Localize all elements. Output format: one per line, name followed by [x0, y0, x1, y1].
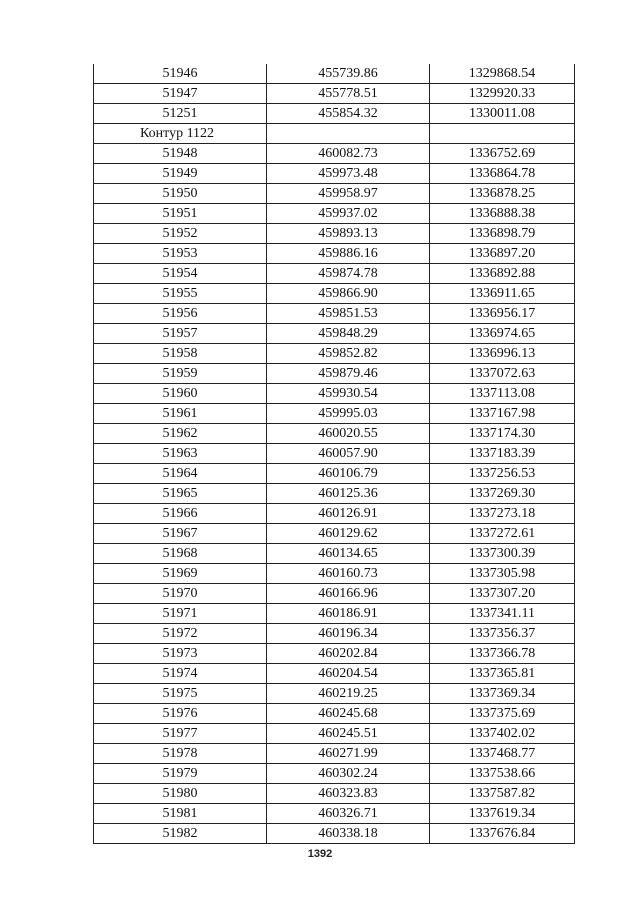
table-row [94, 364, 575, 384]
table-row [94, 744, 575, 764]
y-coordinate-cell: 1337167.98 [430, 404, 575, 424]
point-number-cell: 51980 [94, 784, 267, 804]
table-row [94, 564, 575, 584]
y-coordinate-cell: 1336892.88 [430, 264, 575, 284]
table-row [94, 724, 575, 744]
point-number-cell: 51966 [94, 504, 267, 524]
section-empty-cell [267, 124, 430, 144]
table-row [94, 304, 575, 324]
x-coordinate-cell: 460106.79 [267, 464, 430, 484]
y-coordinate-cell: 1337183.39 [430, 444, 575, 464]
point-number-cell: 51979 [94, 764, 267, 784]
table-row [94, 204, 575, 224]
point-number-cell: 51957 [94, 324, 267, 344]
x-coordinate-cell: 460338.18 [267, 824, 430, 844]
x-coordinate-cell: 460134.65 [267, 544, 430, 564]
x-coordinate-cell: 460186.91 [267, 604, 430, 624]
point-number-cell: 51973 [94, 644, 267, 664]
page-number: 1392 [307, 848, 333, 860]
y-coordinate-cell: 1336898.79 [430, 224, 575, 244]
section-empty-cell [430, 124, 575, 144]
table-row [94, 284, 575, 304]
point-number-cell: 51960 [94, 384, 267, 404]
table-row [94, 524, 575, 544]
point-number-cell: 51955 [94, 284, 267, 304]
section-row [94, 124, 575, 144]
coordinates-table-body [94, 64, 575, 844]
x-coordinate-cell: 459930.54 [267, 384, 430, 404]
point-number-cell: 51949 [94, 164, 267, 184]
table-row [94, 684, 575, 704]
x-coordinate-cell: 460323.83 [267, 784, 430, 804]
x-coordinate-cell: 460204.54 [267, 664, 430, 684]
table-row [94, 224, 575, 244]
point-number-cell: 51981 [94, 804, 267, 824]
x-coordinate-cell: 455739.86 [267, 64, 430, 84]
table-row [94, 84, 575, 104]
y-coordinate-cell: 1337538.66 [430, 764, 575, 784]
x-coordinate-cell: 460245.51 [267, 724, 430, 744]
x-coordinate-cell: 459851.53 [267, 304, 430, 324]
x-coordinate-cell: 460245.68 [267, 704, 430, 724]
table-row [94, 384, 575, 404]
y-coordinate-cell: 1337113.08 [430, 384, 575, 404]
table-row [94, 544, 575, 564]
table-row [94, 444, 575, 464]
table-row [94, 584, 575, 604]
x-coordinate-cell: 460129.62 [267, 524, 430, 544]
point-number-cell: 51959 [94, 364, 267, 384]
section-label: Контур 1122 [94, 124, 267, 144]
y-coordinate-cell: 1337307.20 [430, 584, 575, 604]
y-coordinate-cell: 1337365.81 [430, 664, 575, 684]
table-row [94, 484, 575, 504]
y-coordinate-cell: 1329868.54 [430, 64, 575, 84]
point-number-cell: 51972 [94, 624, 267, 644]
table-row [94, 344, 575, 364]
table-row [94, 764, 575, 784]
point-number-cell: 51970 [94, 584, 267, 604]
point-number-cell: 51964 [94, 464, 267, 484]
y-coordinate-cell: 1336897.20 [430, 244, 575, 264]
table-row [94, 784, 575, 804]
x-coordinate-cell: 459893.13 [267, 224, 430, 244]
point-number-cell: 51953 [94, 244, 267, 264]
x-coordinate-cell: 459879.46 [267, 364, 430, 384]
point-number-cell: 51965 [94, 484, 267, 504]
point-number-cell: 51971 [94, 604, 267, 624]
y-coordinate-cell: 1336888.38 [430, 204, 575, 224]
table-row [94, 164, 575, 184]
table-row [94, 624, 575, 644]
y-coordinate-cell: 1337366.78 [430, 644, 575, 664]
x-coordinate-cell: 459973.48 [267, 164, 430, 184]
y-coordinate-cell: 1329920.33 [430, 84, 575, 104]
point-number-cell: 51976 [94, 704, 267, 724]
x-coordinate-cell: 460166.96 [267, 584, 430, 604]
point-number-cell: 51950 [94, 184, 267, 204]
point-number-cell: 51969 [94, 564, 267, 584]
point-number-cell: 51977 [94, 724, 267, 744]
table-row [94, 804, 575, 824]
point-number-cell: 51951 [94, 204, 267, 224]
table-row [94, 644, 575, 664]
point-number-cell: 51947 [94, 84, 267, 104]
x-coordinate-cell: 459848.29 [267, 324, 430, 344]
table-row [94, 604, 575, 624]
y-coordinate-cell: 1336956.17 [430, 304, 575, 324]
y-coordinate-cell: 1337272.61 [430, 524, 575, 544]
table-row [94, 64, 575, 84]
y-coordinate-cell: 1337356.37 [430, 624, 575, 644]
point-number-cell: 51974 [94, 664, 267, 684]
x-coordinate-cell: 460057.90 [267, 444, 430, 464]
point-number-cell: 51968 [94, 544, 267, 564]
x-coordinate-cell: 460326.71 [267, 804, 430, 824]
y-coordinate-cell: 1337269.30 [430, 484, 575, 504]
y-coordinate-cell: 1336878.25 [430, 184, 575, 204]
y-coordinate-cell: 1336911.65 [430, 284, 575, 304]
point-number-cell: 51954 [94, 264, 267, 284]
point-number-cell: 51978 [94, 744, 267, 764]
table-row [94, 264, 575, 284]
table-row [94, 184, 575, 204]
point-number-cell: 51961 [94, 404, 267, 424]
y-coordinate-cell: 1337619.34 [430, 804, 575, 824]
point-number-cell: 51946 [94, 64, 267, 84]
y-coordinate-cell: 1337273.18 [430, 504, 575, 524]
point-number-cell: 51982 [94, 824, 267, 844]
coordinates-sheet [93, 64, 574, 844]
table-row [94, 144, 575, 164]
y-coordinate-cell: 1337072.63 [430, 364, 575, 384]
x-coordinate-cell: 459874.78 [267, 264, 430, 284]
y-coordinate-cell: 1337300.39 [430, 544, 575, 564]
table-row [94, 664, 575, 684]
x-coordinate-cell: 460126.91 [267, 504, 430, 524]
x-coordinate-cell: 459852.82 [267, 344, 430, 364]
x-coordinate-cell: 459995.03 [267, 404, 430, 424]
table-row [94, 404, 575, 424]
y-coordinate-cell: 1337468.77 [430, 744, 575, 764]
y-coordinate-cell: 1336974.65 [430, 324, 575, 344]
x-coordinate-cell: 460125.36 [267, 484, 430, 504]
x-coordinate-cell: 460082.73 [267, 144, 430, 164]
y-coordinate-cell: 1337676.84 [430, 824, 575, 844]
table-row [94, 104, 575, 124]
table-row [94, 324, 575, 344]
x-coordinate-cell: 460302.24 [267, 764, 430, 784]
table-row [94, 504, 575, 524]
x-coordinate-cell: 460196.34 [267, 624, 430, 644]
point-number-cell: 51952 [94, 224, 267, 244]
point-number-cell: 51251 [94, 104, 267, 124]
point-number-cell: 51962 [94, 424, 267, 444]
y-coordinate-cell: 1337402.02 [430, 724, 575, 744]
table-row [94, 424, 575, 444]
y-coordinate-cell: 1337375.69 [430, 704, 575, 724]
table-row [94, 824, 575, 844]
y-coordinate-cell: 1337174.30 [430, 424, 575, 444]
table-row [94, 704, 575, 724]
y-coordinate-cell: 1336996.13 [430, 344, 575, 364]
x-coordinate-cell: 460020.55 [267, 424, 430, 444]
y-coordinate-cell: 1337305.98 [430, 564, 575, 584]
y-coordinate-cell: 1337256.53 [430, 464, 575, 484]
x-coordinate-cell: 455854.32 [267, 104, 430, 124]
x-coordinate-cell: 460219.25 [267, 684, 430, 704]
y-coordinate-cell: 1337369.34 [430, 684, 575, 704]
x-coordinate-cell: 460160.73 [267, 564, 430, 584]
y-coordinate-cell: 1330011.08 [430, 104, 575, 124]
table-row [94, 244, 575, 264]
x-coordinate-cell: 459937.02 [267, 204, 430, 224]
x-coordinate-cell: 455778.51 [267, 84, 430, 104]
y-coordinate-cell: 1336864.78 [430, 164, 575, 184]
x-coordinate-cell: 459866.90 [267, 284, 430, 304]
point-number-cell: 51948 [94, 144, 267, 164]
point-number-cell: 51956 [94, 304, 267, 324]
y-coordinate-cell: 1337341.11 [430, 604, 575, 624]
point-number-cell: 51963 [94, 444, 267, 464]
x-coordinate-cell: 459886.16 [267, 244, 430, 264]
y-coordinate-cell: 1336752.69 [430, 144, 575, 164]
y-coordinate-cell: 1337587.82 [430, 784, 575, 804]
coordinates-table [93, 64, 575, 844]
point-number-cell: 51967 [94, 524, 267, 544]
x-coordinate-cell: 460202.84 [267, 644, 430, 664]
point-number-cell: 51958 [94, 344, 267, 364]
point-number-cell: 51975 [94, 684, 267, 704]
table-row [94, 464, 575, 484]
x-coordinate-cell: 460271.99 [267, 744, 430, 764]
x-coordinate-cell: 459958.97 [267, 184, 430, 204]
